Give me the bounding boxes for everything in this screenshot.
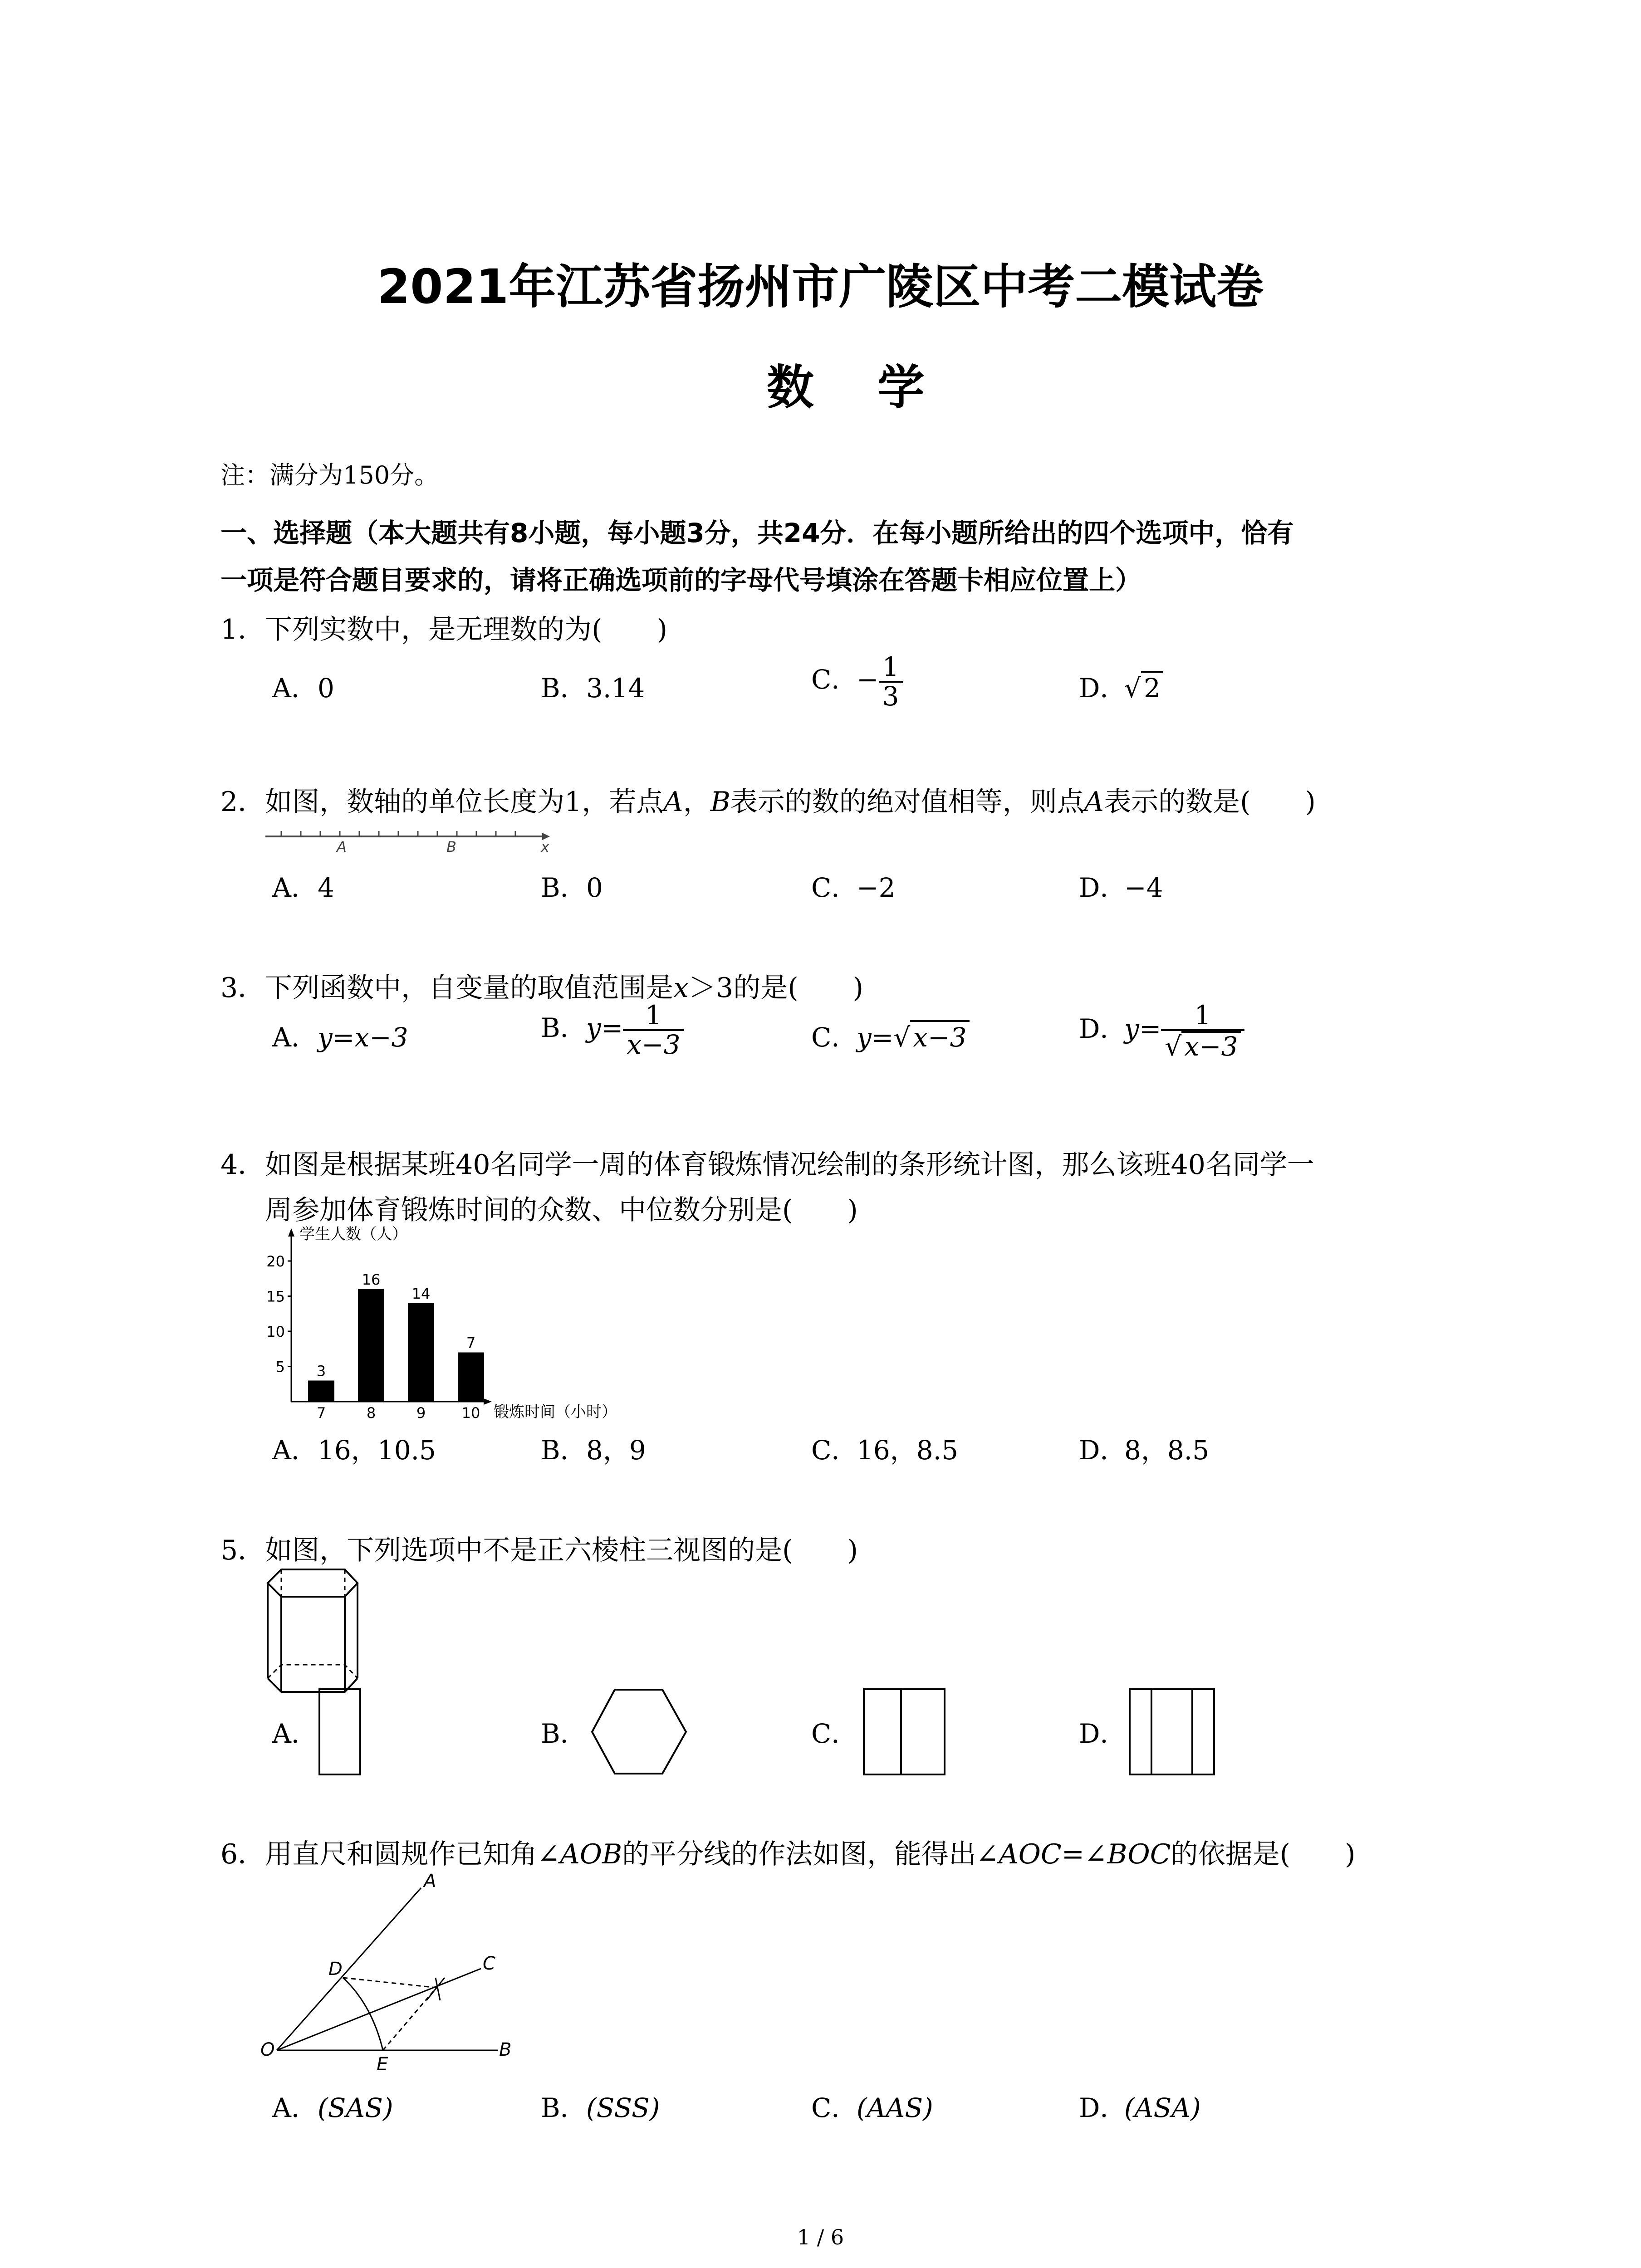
option-label: B． — [541, 673, 587, 704]
option-value: (SAS) — [318, 2092, 393, 2123]
q1-option-b — [541, 667, 645, 705]
fig-label-b: B — [499, 2039, 512, 2060]
bar-value-label: 3 — [316, 1362, 326, 1380]
q4-option-d — [1079, 1429, 1209, 1467]
fig-label-e: E — [377, 2054, 388, 2075]
lhs: y= — [1124, 1013, 1161, 1044]
option-value: −2 — [857, 872, 896, 903]
numerator: 1 — [645, 1000, 662, 1031]
radical-sign: √ — [1124, 673, 1141, 704]
q6-option-c — [811, 2087, 933, 2125]
y-tick-label: 5 — [275, 1358, 285, 1376]
option-label: B． — [541, 1012, 587, 1043]
q4-option-c — [811, 1429, 958, 1467]
section-heading-line1: 一、选择题（本大题共有8小题，每小题3分，共24分．在每小题所给出的四个选项中，恰有 — [220, 518, 1294, 548]
q6-option-a — [272, 2087, 393, 2125]
q2-option-a — [272, 866, 334, 904]
x-tick-label: 9 — [416, 1404, 426, 1422]
option-label: D． — [1079, 1013, 1127, 1044]
option-value: 0 — [318, 673, 334, 704]
option-label: C． — [811, 1022, 858, 1053]
numerator: 1 — [882, 651, 899, 682]
q1-option-c — [811, 653, 903, 710]
x-axis-arrow — [484, 1398, 492, 1405]
comma: ， — [683, 786, 710, 818]
stem-text: 2．如图，数轴的单位长度为1，若点 — [220, 786, 664, 818]
option-value: 8，8.5 — [1124, 1435, 1210, 1466]
option-value: (SSS) — [586, 2092, 660, 2123]
radical-sign: √ — [1165, 1031, 1182, 1062]
q3-option-c — [811, 1016, 970, 1054]
q5-option-a-figure — [318, 1687, 363, 1778]
denominator: 3 — [879, 681, 903, 710]
denominator: x−3 — [623, 1029, 684, 1059]
option-label: A． — [272, 2092, 318, 2123]
angle-aob: AOB — [560, 1838, 622, 1870]
option-value: 8，9 — [586, 1435, 646, 1466]
q6-option-b — [541, 2087, 660, 2125]
condition: ＞3 — [689, 972, 734, 1004]
page-number: 1 / 6 — [797, 2225, 844, 2249]
lhs: y= — [857, 1022, 894, 1053]
q1-stem: 1．下列实数中，是无理数的为( ) — [220, 614, 667, 645]
radical-sign: √ — [893, 1022, 911, 1053]
q4-stem-line2: 周参加体育锻炼时间的众数、中位数分别是( ) — [265, 1194, 858, 1226]
y-tick-label: 20 — [266, 1253, 285, 1270]
option-label: D． — [1079, 872, 1127, 903]
option-value: 16，8.5 — [857, 1435, 959, 1466]
stem-text: 3．下列函数中，自变量的取值范围是 — [220, 972, 674, 1004]
q2-option-d — [1079, 866, 1163, 904]
numerator: 1 — [1194, 1000, 1211, 1031]
bar — [458, 1353, 484, 1402]
bar-value-label: 14 — [411, 1285, 431, 1302]
q6-stem — [220, 1833, 1355, 1872]
q4-stem-line1: 4．如图是根据某班40名同学一周的体育锻炼情况绘制的条形统计图，那么该班40名同学一 — [220, 1149, 1314, 1181]
q5-option-d-figure — [1128, 1687, 1219, 1778]
denominator — [1161, 1029, 1244, 1061]
bar-value-label: 16 — [362, 1271, 381, 1288]
q5-stem: 5．如图，下列选项中不是正六棱柱三视图的是( ) — [220, 1535, 858, 1566]
fraction — [879, 653, 903, 710]
q3-option-a — [272, 1016, 408, 1054]
q3-option-b — [541, 1002, 684, 1059]
q2-stem — [220, 780, 1316, 819]
number-line-figure — [263, 826, 558, 862]
option-value: −4 — [1124, 872, 1163, 903]
point-a: A — [663, 786, 683, 818]
axis-label-x: x — [541, 838, 549, 855]
option-label: C． — [811, 664, 858, 695]
stem-text: 的是( ) — [733, 972, 864, 1004]
angle-aoc: AOC — [999, 1838, 1062, 1870]
option-label: D． — [1079, 1435, 1127, 1466]
q5-option-c-label: C． — [811, 1718, 858, 1749]
bar — [358, 1289, 384, 1402]
fig-label-d: D — [328, 1959, 343, 1980]
q1-option-d — [1079, 667, 1163, 705]
option-value: 3.14 — [586, 673, 645, 704]
option-value: 16，10.5 — [318, 1435, 436, 1466]
option-value: 0 — [586, 872, 603, 903]
stem-text: 表示的数是( ) — [1104, 786, 1316, 818]
radicand: x−3 — [1181, 1031, 1240, 1061]
option-label: A． — [272, 673, 318, 704]
lhs: y= — [586, 1012, 623, 1043]
option-value: (ASA) — [1124, 2092, 1201, 2123]
stem-text: 的依据是( ) — [1171, 1838, 1356, 1870]
subject-title: 数学 — [767, 360, 989, 415]
fraction — [1161, 1002, 1244, 1061]
bar-value-label: 7 — [466, 1334, 476, 1352]
hexagonal-prism-figure — [254, 1565, 372, 1696]
option-label: C． — [811, 1435, 858, 1466]
score-note: 注：满分为150分。 — [220, 461, 439, 489]
option-value: (AAS) — [857, 2092, 933, 2123]
option-value: y=x−3 — [318, 1022, 408, 1053]
option-label: C． — [811, 2092, 858, 2123]
y-tick-label: 10 — [266, 1323, 285, 1340]
fig-label-a: A — [424, 1871, 436, 1892]
stem-text: 表示的数的绝对值相等，则点 — [730, 786, 1084, 818]
q3-stem — [220, 966, 863, 1005]
x-tick-label: 8 — [366, 1404, 376, 1422]
axis-label-a: A — [337, 838, 347, 855]
q6-option-d — [1079, 2087, 1201, 2125]
axis-label-b: B — [446, 838, 456, 855]
option-label: D． — [1079, 2092, 1127, 2123]
q2-option-c — [811, 866, 896, 904]
option-value: 4 — [318, 872, 334, 903]
point-b: B — [710, 786, 730, 818]
equals: =∠ — [1061, 1838, 1107, 1870]
q4-option-b — [541, 1429, 646, 1467]
stem-text: 6．用直尺和圆规作已知角∠ — [220, 1838, 560, 1870]
q1-option-a — [272, 667, 334, 705]
option-label: B． — [541, 2092, 587, 2123]
q5-option-a-label: A． — [272, 1718, 318, 1749]
bar-chart — [254, 1225, 662, 1424]
fraction — [623, 1002, 684, 1059]
q5-option-b-figure — [590, 1687, 690, 1778]
q5-option-d-label: D． — [1079, 1718, 1127, 1749]
option-label: D． — [1079, 673, 1127, 704]
q2-option-b — [541, 866, 603, 904]
x-tick-label: 10 — [461, 1404, 480, 1422]
option-label: B． — [541, 872, 587, 903]
x-tick-label: 7 — [316, 1404, 326, 1422]
q4-option-a — [272, 1429, 436, 1467]
q5-option-c-figure — [862, 1687, 948, 1778]
section-heading-line2: 一项是符合题目要求的，请将正确选项前的字母代号填涂在答题卡相应位置上） — [220, 565, 1142, 596]
bar — [408, 1303, 434, 1402]
option-label: A． — [272, 1435, 318, 1466]
q3-option-d — [1079, 1002, 1244, 1061]
minus-sign: − — [857, 664, 879, 695]
y-axis-title: 学生人数（人） — [299, 1225, 407, 1243]
fig-label-o: O — [260, 2039, 275, 2060]
radicand: 2 — [1141, 671, 1163, 704]
radicand: x−3 — [910, 1020, 969, 1053]
stem-text: 的平分线的作法如图，能得出∠ — [622, 1838, 999, 1870]
option-label: C． — [811, 872, 858, 903]
page-title: 2021年江苏省扬州市广陵区中考二模试卷 — [377, 259, 1264, 314]
option-label: A． — [272, 1022, 318, 1053]
q5-option-b-label: B． — [541, 1718, 587, 1749]
angle-bisector-figure — [254, 1869, 535, 2077]
x-axis-title: 锻炼时间（小时） — [494, 1403, 617, 1421]
option-label: B． — [541, 1435, 587, 1466]
option-label: A． — [272, 872, 318, 903]
point-a: A — [1084, 786, 1104, 818]
bar — [308, 1381, 334, 1402]
y-tick-label: 15 — [266, 1288, 285, 1305]
fig-label-c: C — [483, 1953, 495, 1974]
angle-boc: BOC — [1107, 1838, 1171, 1870]
y-axis-arrow — [288, 1228, 294, 1237]
variable-x: x — [673, 972, 689, 1004]
